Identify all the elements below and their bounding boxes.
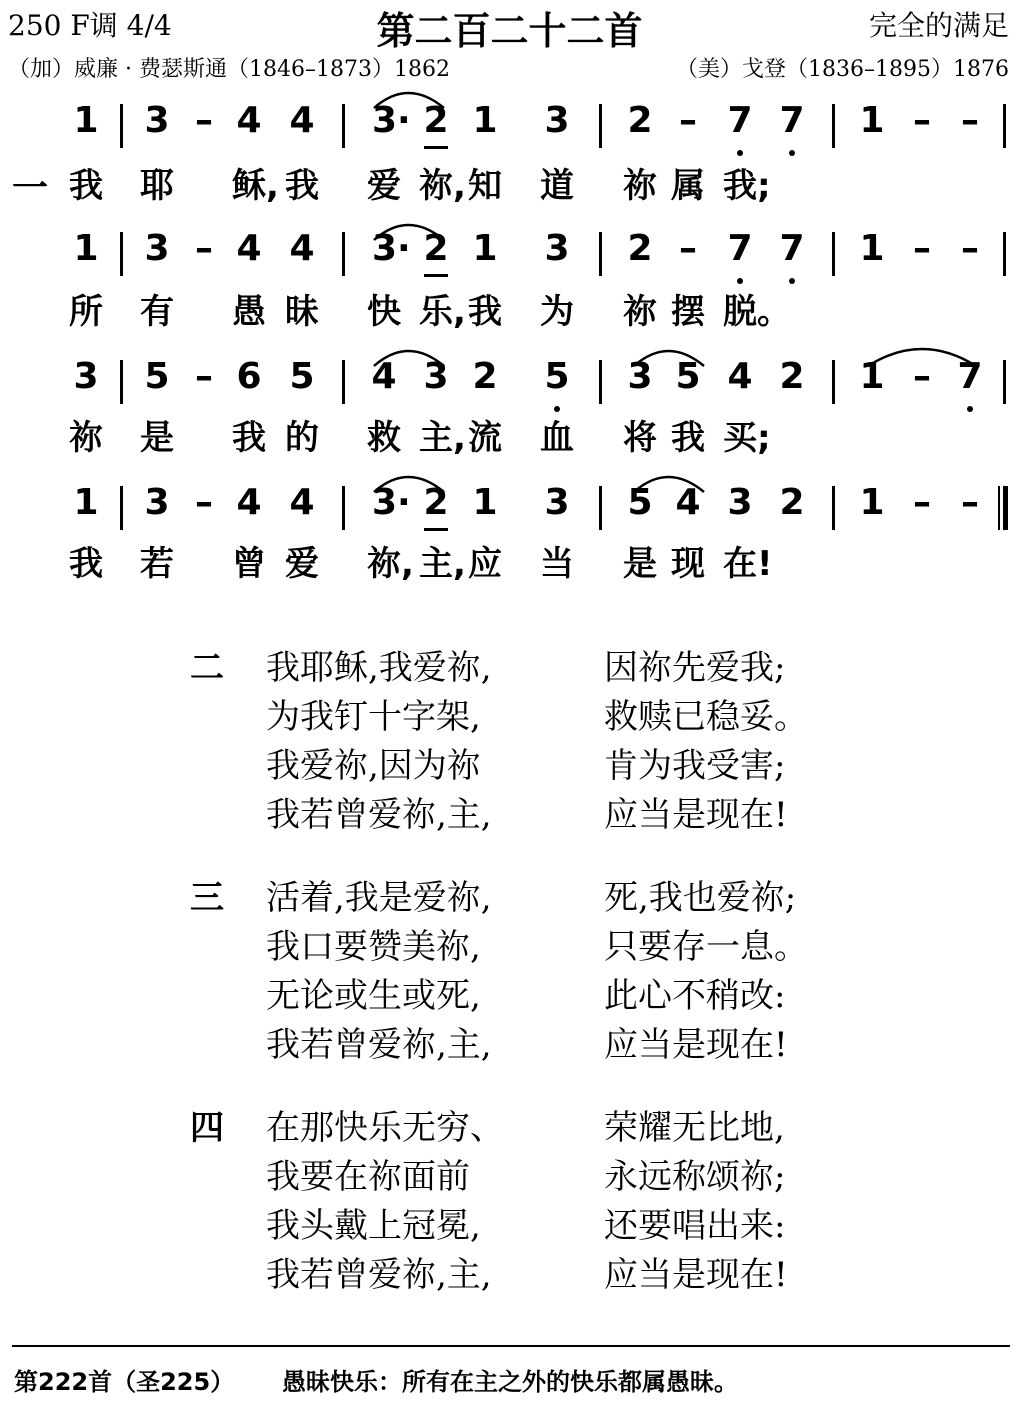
note: – — [679, 100, 697, 141]
note: 1 — [859, 228, 885, 269]
verse-line: 我头戴上冠冕, — [266, 1206, 481, 1246]
note: 1 — [73, 482, 99, 523]
verse-label: 三 — [190, 878, 224, 918]
hymn-number-key: 250 F调 4/4 — [8, 9, 172, 42]
slur — [374, 93, 444, 108]
verse-line: 因祢先爱我; — [604, 648, 786, 688]
verse-line: 应当是现在! — [604, 795, 788, 835]
note: 3 — [144, 482, 170, 523]
note: – — [913, 356, 931, 397]
lyric-syllable: 摆 — [671, 292, 705, 332]
note: – — [913, 100, 931, 141]
lyric-syllable: 主, — [419, 544, 466, 584]
lyric-syllable: 我 — [468, 292, 502, 332]
lyric-syllable: 为 — [540, 292, 574, 332]
note: 7 — [779, 228, 805, 269]
verse-line: 荣耀无比地, — [604, 1108, 785, 1148]
verse-line: 死,我也爱祢; — [604, 878, 797, 918]
lyric-syllable: 是 — [623, 544, 657, 584]
note: 2 — [779, 356, 805, 397]
lyric-syllable: 曾 — [232, 544, 266, 584]
note: – — [913, 482, 931, 523]
lyric-syllable: 我 — [69, 544, 103, 584]
lyric-syllable: 我 — [285, 166, 319, 206]
note: 3 — [544, 482, 570, 523]
note: 4 — [236, 228, 262, 269]
note: 5 — [675, 356, 701, 397]
note: 1 — [73, 228, 99, 269]
note: 7 — [779, 100, 805, 141]
verse-line: 只要存一息。 — [604, 927, 808, 967]
note: 1 — [472, 482, 498, 523]
note: 3 — [544, 228, 570, 269]
lyric-syllable: 现 — [671, 544, 705, 584]
lyric-syllable: 爱 — [367, 166, 401, 206]
note: 1 — [859, 482, 885, 523]
verse-line: 肯为我受害; — [604, 746, 786, 786]
lyric-syllable: 主, — [419, 418, 466, 458]
note: 2 — [423, 228, 449, 269]
note: – — [195, 100, 213, 141]
note: 3 — [73, 356, 99, 397]
verse-line: 应当是现在! — [604, 1255, 788, 1295]
lyric-syllable: 我; — [723, 166, 771, 206]
verse-label-1: 一 — [12, 168, 49, 209]
note: 2 — [779, 482, 805, 523]
lyric-syllable: 稣, — [232, 166, 279, 206]
footer-note: 愚昧快乐：所有在主之外的快乐都属愚昧。 — [282, 1368, 738, 1396]
note: – — [195, 356, 213, 397]
verse-line: 救赎已稳妥。 — [604, 697, 808, 737]
verse-line: 永远称颂祢; — [604, 1157, 786, 1197]
verse-label: 四 — [190, 1108, 224, 1148]
slur — [634, 477, 704, 492]
note: 5 — [544, 356, 570, 397]
note: – — [195, 482, 213, 523]
note: 4 — [675, 482, 701, 523]
slur — [374, 477, 444, 492]
verse-line: 我耶稣,我爱祢, — [266, 648, 492, 688]
lyric-syllable: 我 — [232, 418, 266, 458]
hymn-name: 完全的满足 — [868, 9, 1009, 42]
slur — [374, 225, 444, 240]
verse-line: 我爱祢,因为祢 — [266, 746, 481, 786]
lyric-syllable: 快 — [367, 292, 401, 332]
note: 4 — [236, 100, 262, 141]
lyric-syllable: 祢 — [623, 166, 657, 206]
note: 3· — [372, 482, 411, 523]
note: 3· — [372, 100, 411, 141]
verse-line: 此心不稍改: — [604, 976, 786, 1016]
note: 2 — [423, 482, 449, 523]
lyric-syllable: 救 — [367, 418, 401, 458]
note: 4 — [371, 356, 397, 397]
lyric-syllable: 祢, — [367, 544, 414, 584]
lyric-syllable: 昧 — [285, 292, 319, 332]
note: 7 — [957, 356, 983, 397]
lyric-syllable: 是 — [140, 418, 174, 458]
note: 6 — [236, 356, 262, 397]
footer-divider — [12, 1345, 1010, 1347]
note: – — [679, 228, 697, 269]
lyric-syllable: 属 — [671, 166, 705, 206]
note: 1 — [472, 100, 498, 141]
note: 1 — [73, 100, 99, 141]
verse-line: 我若曾爱祢,主, — [266, 1255, 492, 1295]
note: – — [913, 228, 931, 269]
note: 2 — [423, 100, 449, 141]
lyric-syllable: 流 — [468, 418, 502, 458]
lyric-syllable: 脱。 — [723, 292, 791, 332]
verse-label: 二 — [190, 648, 224, 688]
lyric-syllable: 血 — [540, 418, 574, 458]
lyric-syllable: 的 — [285, 418, 319, 458]
slur — [868, 349, 976, 366]
note: – — [961, 100, 979, 141]
note: 3 — [423, 356, 449, 397]
note: 5 — [627, 482, 653, 523]
verse-line: 应当是现在! — [604, 1025, 788, 1065]
lyric-syllable: 耶 — [140, 166, 174, 206]
lyric-syllable: 所 — [69, 292, 103, 332]
verse-line: 我若曾爱祢,主, — [266, 1025, 492, 1065]
note: 5 — [144, 356, 170, 397]
lyric-syllable: 应 — [468, 544, 502, 584]
slur — [634, 351, 704, 366]
note: 4 — [289, 482, 315, 523]
verse-line: 活着,我是爱祢, — [266, 878, 492, 918]
note: 1 — [859, 100, 885, 141]
lyric-syllable: 爱 — [285, 544, 319, 584]
note: 2 — [472, 356, 498, 397]
note: 4 — [236, 482, 262, 523]
lyric-syllable: 愚 — [232, 292, 266, 332]
note: 7 — [727, 100, 753, 141]
verse-line: 无论或生或死, — [266, 976, 481, 1016]
note: 1 — [859, 356, 885, 397]
note: 7 — [727, 228, 753, 269]
note: 1 — [472, 228, 498, 269]
note: – — [195, 228, 213, 269]
lyric-syllable: 知 — [468, 166, 502, 206]
verse-line: 在那快乐无穷、 — [266, 1108, 504, 1148]
slur-marks — [0, 0, 1019, 620]
lyric-syllable: 若 — [140, 544, 174, 584]
note: 4 — [289, 228, 315, 269]
lyric-syllable: 我 — [671, 418, 705, 458]
note: 3 — [727, 482, 753, 523]
lyric-syllable: 祢, — [419, 166, 466, 206]
note: 3 — [144, 100, 170, 141]
note: 2 — [627, 100, 653, 141]
note: 3 — [144, 228, 170, 269]
lyric-syllable: 祢 — [69, 418, 103, 458]
note: 3· — [372, 228, 411, 269]
lyric-syllable: 买; — [723, 418, 771, 458]
note: – — [961, 228, 979, 269]
note: 5 — [289, 356, 315, 397]
lyric-syllable: 道 — [540, 166, 574, 206]
lyric-syllable: 在! — [723, 544, 773, 584]
note: 4 — [289, 100, 315, 141]
lyric-syllable: 将 — [623, 418, 657, 458]
note: 3 — [544, 100, 570, 141]
lyric-syllable: 祢 — [623, 292, 657, 332]
composer-credit: （美）戈登（1836–1895）1876 — [676, 57, 1009, 82]
note: – — [961, 482, 979, 523]
verse-line: 我若曾爱祢,主, — [266, 795, 492, 835]
lyric-syllable: 我 — [69, 166, 103, 206]
note: 4 — [727, 356, 753, 397]
note: 3 — [627, 356, 653, 397]
page-title: 第二百二十二首 — [376, 9, 643, 53]
lyric-syllable: 有 — [140, 292, 174, 332]
verse-line: 还要唱出来: — [604, 1206, 786, 1246]
footer-reference: 第222首（圣225） — [14, 1368, 235, 1396]
verse-line: 我要在祢面前 — [266, 1157, 470, 1197]
note: 2 — [627, 228, 653, 269]
verse-line: 为我钉十字架, — [266, 697, 481, 737]
lyricist-credit: （加）威廉 · 费瑟斯通（1846–1873）1862 — [8, 57, 450, 82]
slur — [374, 351, 444, 366]
lyric-syllable: 当 — [540, 544, 574, 584]
verse-line: 我口要赞美祢, — [266, 927, 481, 967]
lyric-syllable: 乐, — [419, 292, 466, 332]
